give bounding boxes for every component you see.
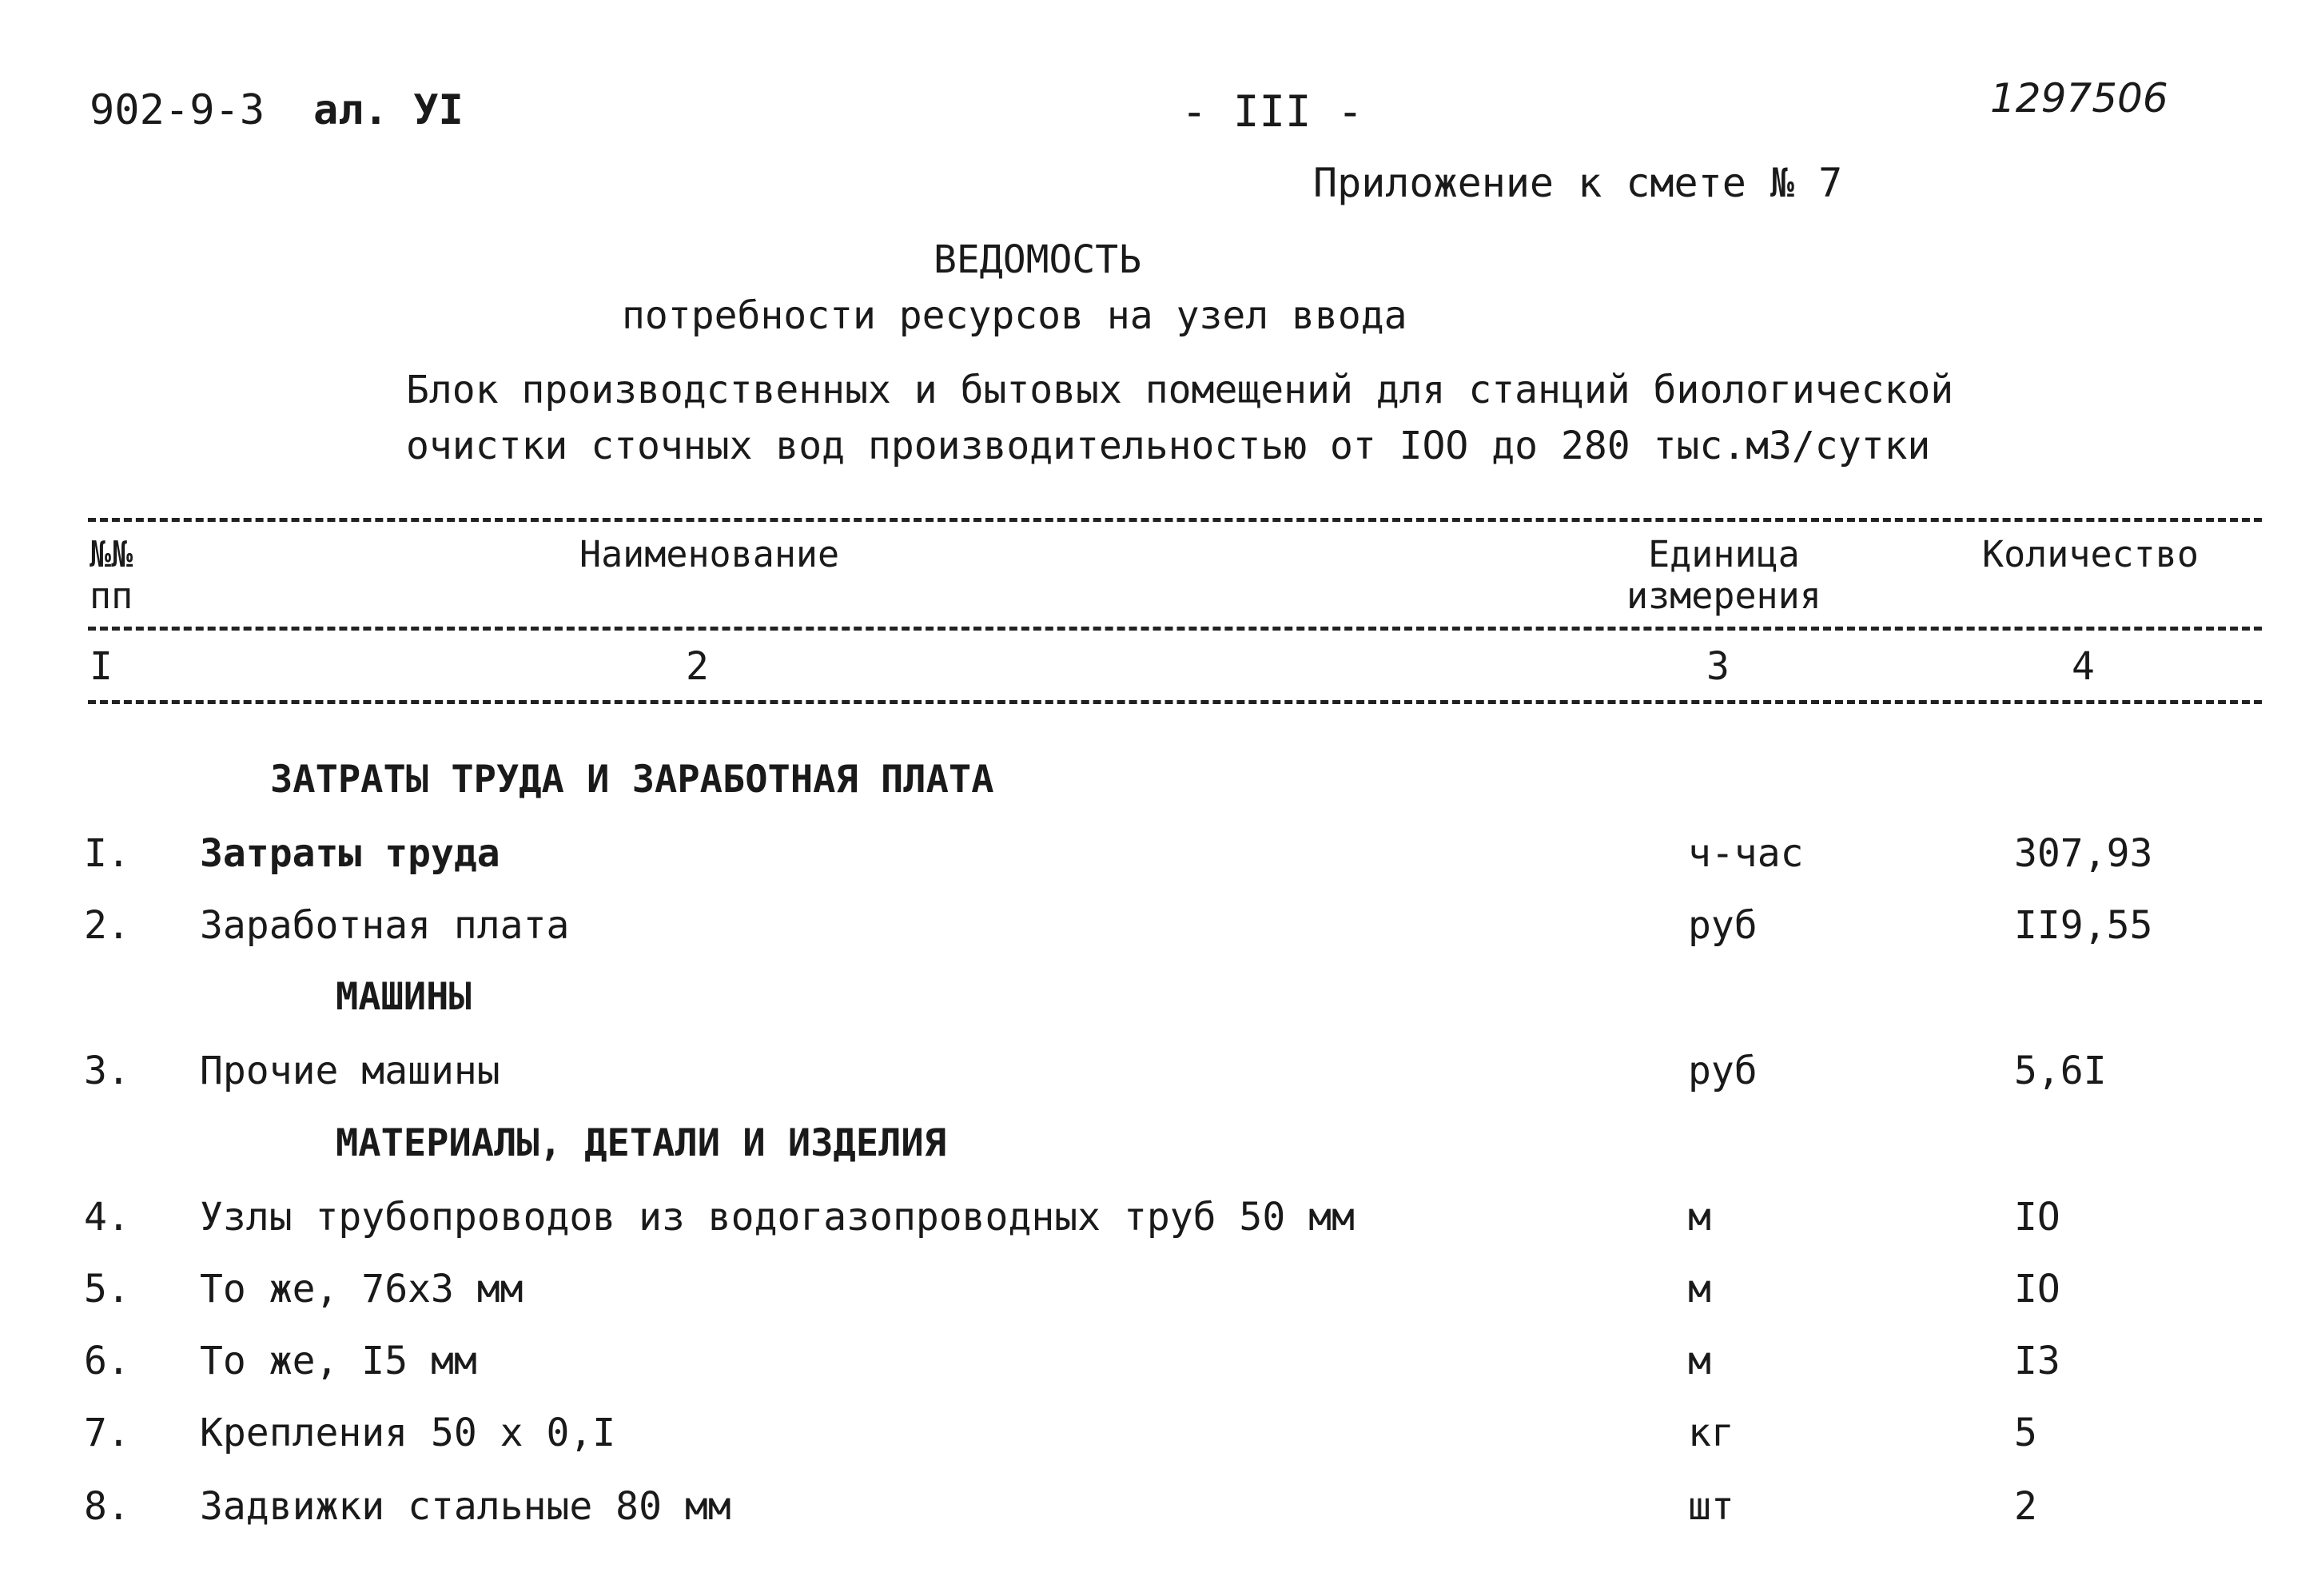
header-number	[90, 534, 133, 617]
row-number: 4.	[84, 1195, 130, 1240]
header-number-line-1: №№	[90, 533, 133, 575]
header-unit	[1626, 534, 1821, 617]
row-number: 3.	[84, 1049, 130, 1093]
row-quantity: 5,6I	[2014, 1049, 2107, 1093]
sheet-label: ал. УI	[313, 86, 464, 134]
row-quantity: II9,55	[2014, 903, 2153, 948]
row-number: 2.	[84, 903, 130, 948]
row-name: Затраты труда	[200, 831, 500, 876]
row-name: Прочие машины	[200, 1049, 500, 1093]
header-unit-line-1: Единица	[1648, 533, 1800, 575]
row-unit: м	[1688, 1195, 1711, 1240]
row-number: I.	[84, 831, 130, 876]
column-number: 4	[2072, 644, 2095, 689]
section-title: МАШИНЫ	[336, 975, 472, 1019]
header-name: Наименование	[579, 533, 840, 575]
description-line-1: Блок производственных и бытовых помещений для станций биологической	[406, 368, 1954, 412]
description-line-2: очистки сточных вод производительностью от IOO до 280 тыс.м3/сутки	[406, 424, 1931, 468]
document-code: 902-9-3	[90, 86, 265, 134]
row-unit: м	[1688, 1339, 1711, 1383]
archive-stamp: 1297506	[1990, 75, 2168, 121]
header-quantity: Количество	[1982, 533, 2199, 575]
row-unit: кг	[1688, 1411, 1734, 1455]
row-quantity: I3	[2014, 1339, 2060, 1383]
row-quantity: IO	[2014, 1195, 2060, 1240]
row-number: 5.	[84, 1267, 130, 1311]
row-name: То же, 76х3 мм	[200, 1267, 524, 1311]
row-number: 8.	[84, 1484, 130, 1529]
row-quantity: 307,93	[2014, 831, 2153, 876]
row-quantity: IO	[2014, 1267, 2060, 1311]
row-name: Заработная плата	[200, 903, 570, 948]
header-number-line-2: пп	[90, 575, 133, 617]
row-unit: руб	[1688, 903, 1758, 948]
column-number: 2	[686, 644, 709, 689]
header-divider	[88, 627, 2262, 631]
header-unit-line-2: измерения	[1626, 575, 1821, 617]
row-name: То же, I5 мм	[200, 1339, 477, 1383]
row-number: 7.	[84, 1411, 130, 1455]
row-number: 6.	[84, 1339, 130, 1383]
row-unit: м	[1688, 1267, 1711, 1311]
row-name: Задвижки стальные 80 мм	[200, 1484, 731, 1529]
row-unit: шт	[1688, 1484, 1734, 1529]
column-number-divider	[88, 700, 2262, 704]
row-name: Узлы трубопроводов из водогазопроводных труб 50 мм	[200, 1195, 1355, 1240]
section-title: ЗАТРАТЫ ТРУДА И ЗАРАБОТНАЯ ПЛАТА	[270, 758, 994, 802]
page-number: - III -	[1181, 86, 1364, 137]
column-number: I	[90, 644, 113, 689]
table-top-divider	[88, 518, 2262, 522]
section-title: МАТЕРИАЛЫ, ДЕТАЛИ И ИЗДЕЛИЯ	[336, 1121, 947, 1165]
row-name: Крепления 50 х 0,I	[200, 1411, 616, 1455]
row-unit: ч-час	[1688, 831, 1804, 876]
row-quantity: 5	[2014, 1411, 2037, 1455]
document-subtitle: потребности ресурсов на узел ввода	[622, 293, 1407, 338]
column-number: 3	[1706, 644, 1730, 689]
row-unit: руб	[1688, 1049, 1758, 1093]
row-quantity: 2	[2014, 1484, 2037, 1529]
appendix-label: Приложение к смете № 7	[1313, 160, 1843, 206]
document-title: ВЕДОМОСТЬ	[934, 237, 1142, 282]
